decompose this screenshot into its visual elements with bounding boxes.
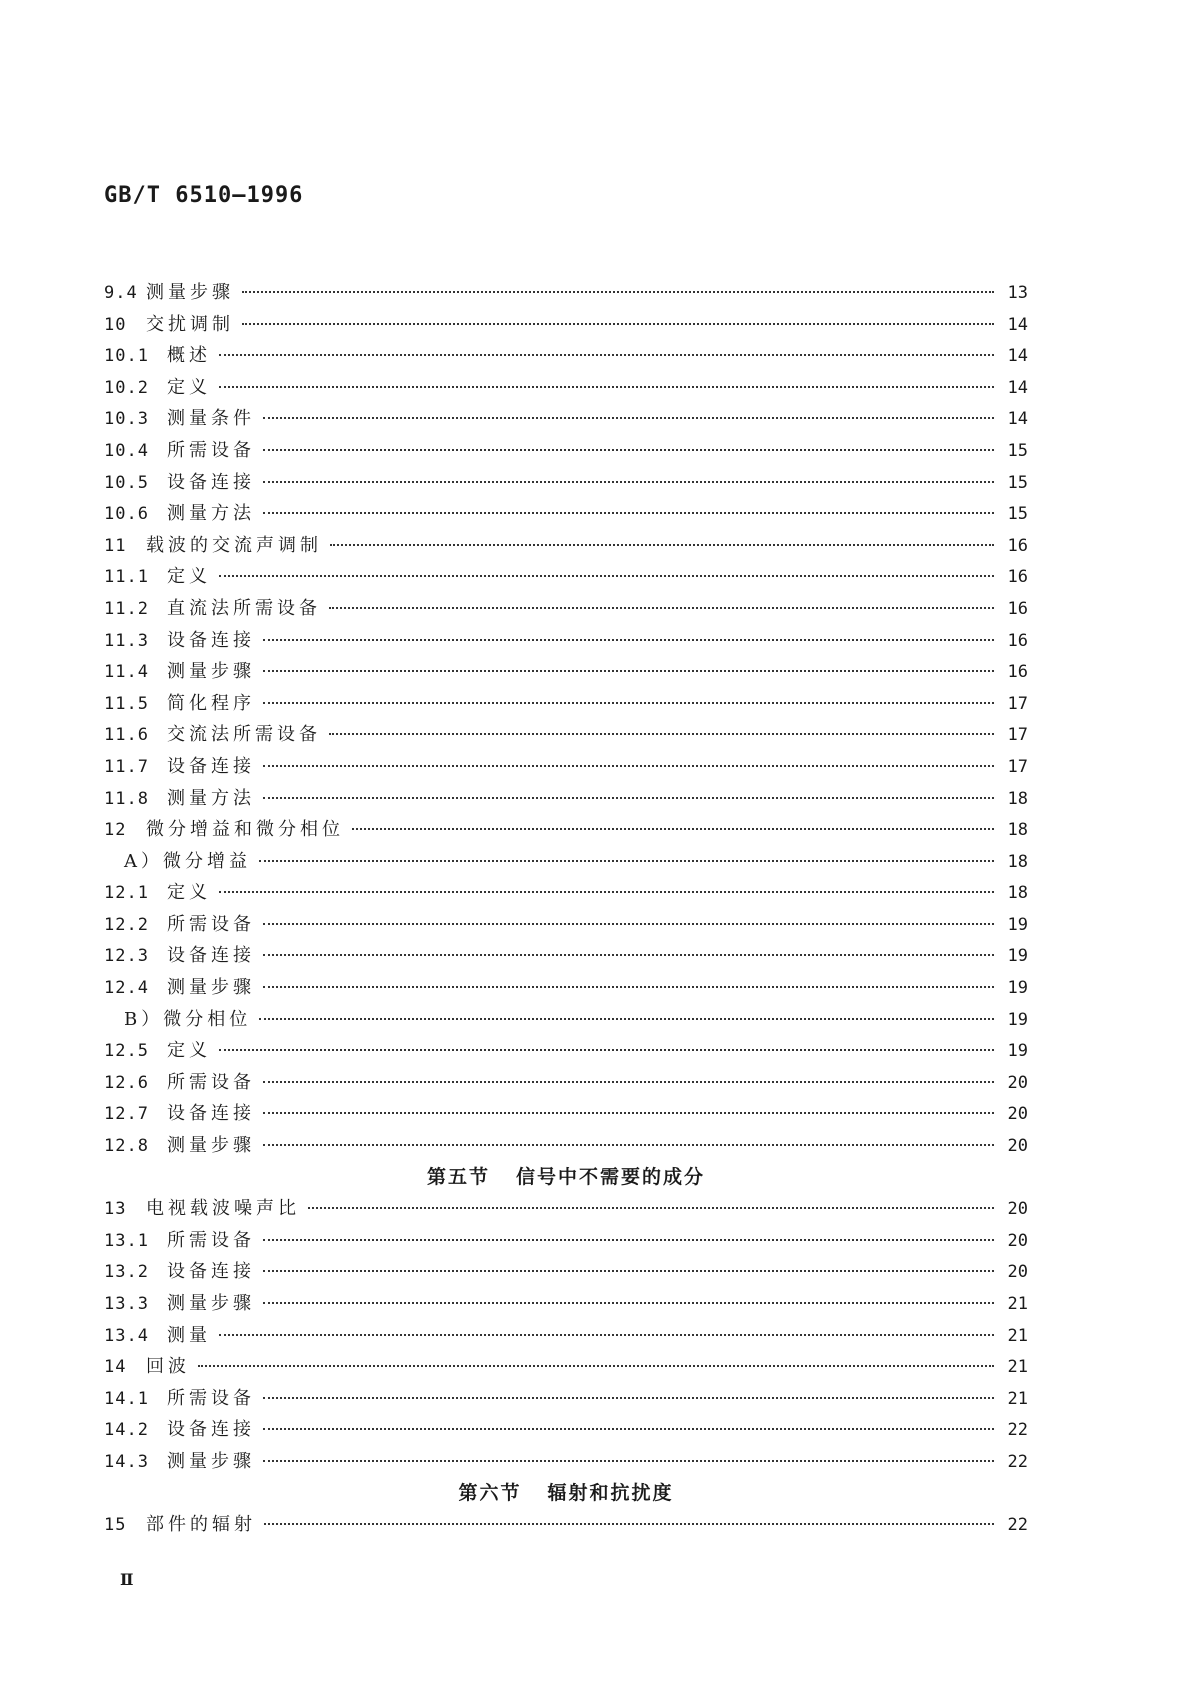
toc-entry-row[interactable] [104,467,1028,499]
toc-entry-number: 12.7 [104,1104,149,1125]
toc-entry-row[interactable] [104,814,1028,846]
toc-entry-title: 设备连接 [167,471,255,493]
dot-leader [219,891,994,893]
toc-entry-page: 20 [1007,1072,1028,1093]
toc-entry-row[interactable] [104,1320,1028,1352]
toc-entry-number: 12.1 [104,883,149,904]
dot-leader [263,512,994,514]
toc-entry-title: 测量步骤 [167,661,255,683]
section-heading-title: 信号中不需要的成分 [516,1165,706,1188]
toc-entry-number: 13 [104,1199,127,1220]
dot-leader [263,1270,994,1272]
dot-leader [263,1081,994,1083]
toc-entry-page: 16 [1007,662,1028,683]
toc-entry-page: 17 [1007,693,1028,714]
dot-leader [263,1144,994,1146]
dot-leader [263,1397,994,1399]
toc-entry-title: 所需设备 [167,439,255,461]
toc-entry-row[interactable] [104,372,1028,404]
toc-entry-row[interactable] [104,530,1028,562]
dot-leader [352,828,994,830]
toc-entry-title: 交扰调制 [146,313,234,335]
toc-entry-number: 11.4 [104,662,149,683]
toc-entry-row[interactable] [104,277,1028,309]
dot-leader [263,449,994,451]
dot-leader [263,986,994,988]
dot-leader [263,670,994,672]
toc-entry-title: 测量步骤 [167,1293,255,1314]
toc-entry-title: 测量步骤 [167,1135,255,1157]
toc-entry-row[interactable] [104,751,1028,783]
toc-entry-row[interactable] [104,1035,1028,1067]
dot-leader [329,733,994,735]
toc-entry-page: 14 [1007,409,1028,430]
toc-entry-page: 16 [1007,598,1028,619]
toc-entry-page: 14 [1007,314,1028,335]
toc-entry-page: 16 [1007,630,1028,651]
toc-entry-title: A）微分增益 [124,850,251,872]
toc-entry-row[interactable] [104,1414,1028,1446]
toc-entry-title: 设备连接 [167,1261,255,1283]
toc-entry-title: 回波 [146,1356,190,1378]
toc-entry-row[interactable] [104,656,1028,688]
toc-entry-row[interactable] [104,940,1028,972]
toc-entry-number: 12 [104,820,127,841]
toc-entry-number: 12.4 [104,978,149,999]
toc-entry-title: 设备连接 [167,629,255,651]
toc-entry-row[interactable] [104,340,1028,372]
toc-entry-number: 10.5 [104,472,149,493]
toc-entry-page: 21 [1007,1357,1028,1378]
toc-entry-page: 15 [1007,472,1028,493]
page-number: Ⅱ [120,1570,134,1589]
dot-leader [259,860,994,862]
toc-entry-page: 21 [1007,1388,1028,1409]
toc-entry-page: 13 [1007,283,1028,303]
toc-entry-page: 22 [1007,1515,1028,1536]
toc-entry-title: 微分增益和微分相位 [146,819,344,841]
toc-entry-number: 11.5 [104,693,149,714]
toc-entry-page: 16 [1007,535,1028,556]
section-heading-label: 第六节 [458,1481,522,1504]
toc-entry-row[interactable] [104,593,1028,625]
toc-entry-number: 13.2 [104,1262,149,1283]
dot-leader [263,417,994,419]
dot-leader [263,1302,994,1304]
toc-entry-row[interactable] [104,1225,1028,1257]
toc-entry-page: 14 [1007,377,1028,398]
dot-leader [263,1460,994,1462]
toc-entry-title: 交流法所需设备 [167,724,321,746]
toc-entry-title: 设备连接 [167,945,255,967]
toc-entry-page: 18 [1007,851,1028,872]
toc-entry-row[interactable] [104,498,1028,530]
dot-leader [219,1334,994,1336]
dot-leader [263,1112,994,1114]
toc-entry-row[interactable] [104,719,1028,751]
dot-leader [198,1365,994,1367]
toc-entry-row[interactable] [104,783,1028,815]
dot-leader [263,1239,994,1241]
dot-leader [259,1018,994,1020]
toc-entry-title: 电视载波噪声比 [146,1198,300,1220]
dot-leader [329,607,994,609]
toc-entry-title: 测量 [167,1324,211,1346]
toc-entry-page: 16 [1007,567,1028,588]
toc-entry-number: 13.3 [104,1294,149,1314]
toc-entry-title: 测量步骤 [146,282,234,303]
toc-entry-page: 17 [1007,725,1028,746]
toc-entry-number: 11.1 [104,567,149,588]
toc-entry-number: 10.1 [104,346,149,367]
toc-entry-title: 测量条件 [167,408,255,430]
toc-entry-number: 10.4 [104,440,149,461]
toc-entry-number: 14.1 [104,1388,149,1409]
toc-entry-title: 简化程序 [167,692,255,714]
toc-entry-number: 12.8 [104,1136,149,1157]
dot-leader [219,1049,994,1051]
toc-subgroup-row[interactable] [104,846,1028,878]
toc-entry-row[interactable] [104,561,1028,593]
toc-section-heading [104,1162,1028,1194]
toc-entry-title: 设备连接 [167,1419,255,1441]
toc-entry-page: 20 [1007,1199,1028,1220]
toc-entry-page: 20 [1007,1262,1028,1283]
toc-entry-title: 定义 [167,376,211,398]
toc-entry-page: 22 [1007,1451,1028,1472]
document-id-header: GB/T 6510—1996 [104,183,304,208]
toc-entry-row[interactable] [104,877,1028,909]
toc-entry-row[interactable] [104,1193,1028,1225]
toc-entry-title: 测量方法 [167,503,255,525]
toc-entry-title: 直流法所需设备 [167,597,321,619]
toc-entry-number: 10.2 [104,377,149,398]
toc-entry-number: 10 [104,314,127,335]
dot-leader [242,291,994,293]
toc-entry-title: 所需设备 [167,1387,255,1409]
toc-entry-title: 设备连接 [167,1103,255,1125]
toc-entry-page: 20 [1007,1136,1028,1157]
toc-entry-number: 9.4 [104,283,138,303]
dot-leader [263,702,994,704]
toc-entry-row[interactable] [104,1288,1028,1320]
toc-entry-row[interactable] [104,435,1028,467]
toc-entry-page: 18 [1007,820,1028,841]
toc-entry-number: 12.3 [104,946,149,967]
toc-entry-page: 21 [1007,1325,1028,1346]
dot-leader [263,954,994,956]
toc-entry-number: 14 [104,1357,127,1378]
toc-entry-number: 14.3 [104,1451,149,1472]
toc-entry-title: 所需设备 [167,913,255,935]
toc-entry-page: 14 [1007,346,1028,367]
toc-entry-page: 19 [1007,1041,1028,1062]
toc-entry-number: 10.6 [104,504,149,525]
toc-entry-title: 测量步骤 [167,977,255,999]
toc-entry-row[interactable] [104,1509,1028,1541]
toc-entry-row[interactable] [104,1130,1028,1162]
toc-entry-number: 11 [104,535,127,556]
toc-entry-row[interactable] [104,1067,1028,1099]
dot-leader [242,323,994,325]
toc-entry-row[interactable] [104,309,1028,341]
toc-entry-title: 定义 [167,1040,211,1062]
toc-entry-page: 17 [1007,756,1028,777]
toc-entry-number: 12.5 [104,1041,149,1062]
toc-entry-title: 概述 [167,345,211,367]
toc-entry-row[interactable] [104,1256,1028,1288]
toc-section-heading [104,1478,1028,1510]
toc-entry-title: 定义 [167,566,211,588]
toc-entry-number: 12.6 [104,1072,149,1093]
toc-entry-row[interactable] [104,972,1028,1004]
toc-entry-title: 测量方法 [167,787,255,809]
toc-entry-number: 13.4 [104,1325,149,1346]
toc-entry-title: 部件的辐射 [146,1514,256,1536]
toc-entry-page: 18 [1007,883,1028,904]
toc-entry-row[interactable] [104,1351,1028,1383]
toc-entry-number: 14.2 [104,1420,149,1441]
toc-entry-number: 11.7 [104,756,149,777]
toc-entry-title: 测量步骤 [167,1450,255,1472]
dot-leader [219,386,994,388]
dot-leader [264,1523,994,1525]
dot-leader [263,765,994,767]
toc-entry-page: 20 [1007,1230,1028,1251]
dot-leader [263,923,994,925]
section-heading-label: 第五节 [426,1165,490,1188]
dot-leader [263,481,994,483]
toc-entry-page: 19 [1007,1009,1028,1030]
table-of-contents [104,277,1028,1541]
toc-entry-number: 13.1 [104,1230,149,1251]
dot-leader [219,354,994,356]
dot-leader [263,639,994,641]
toc-entry-page: 19 [1007,978,1028,999]
toc-entry-title: 定义 [167,882,211,904]
toc-entry-row[interactable] [104,1446,1028,1478]
toc-entry-title: B）微分相位 [124,1008,252,1030]
toc-entry-number: 15 [104,1515,127,1536]
dot-leader [330,544,994,546]
dot-leader [263,797,994,799]
section-heading-title: 辐射和抗扰度 [547,1481,674,1504]
toc-entry-number: 11.2 [104,598,149,619]
toc-entry-title: 所需设备 [167,1071,255,1093]
toc-entry-title: 所需设备 [167,1229,255,1251]
toc-entry-title: 设备连接 [167,755,255,777]
toc-entry-page: 21 [1007,1294,1028,1314]
toc-entry-number: 11.3 [104,630,149,651]
toc-entry-page: 19 [1007,946,1028,967]
toc-entry-page: 19 [1007,914,1028,935]
toc-entry-page: 15 [1007,504,1028,525]
dot-leader [263,1428,994,1430]
toc-entry-number: 11.8 [104,788,149,809]
toc-entry-page: 20 [1007,1104,1028,1125]
dot-leader [308,1207,994,1209]
toc-entry-title: 载波的交流声调制 [146,534,322,556]
toc-entry-page: 15 [1007,440,1028,461]
toc-entry-row[interactable] [104,625,1028,657]
toc-entry-page: 22 [1007,1420,1028,1441]
toc-entry-row[interactable] [104,909,1028,941]
toc-entry-row[interactable] [104,688,1028,720]
toc-entry-number: 12.2 [104,914,149,935]
dot-leader [219,575,994,577]
toc-subgroup-row[interactable] [104,1004,1028,1036]
toc-entry-row[interactable] [104,403,1028,435]
toc-entry-number: 10.3 [104,409,149,430]
toc-entry-row[interactable] [104,1383,1028,1415]
toc-entry-row[interactable] [104,1098,1028,1130]
toc-entry-page: 18 [1007,788,1028,809]
toc-entry-number: 11.6 [104,725,149,746]
